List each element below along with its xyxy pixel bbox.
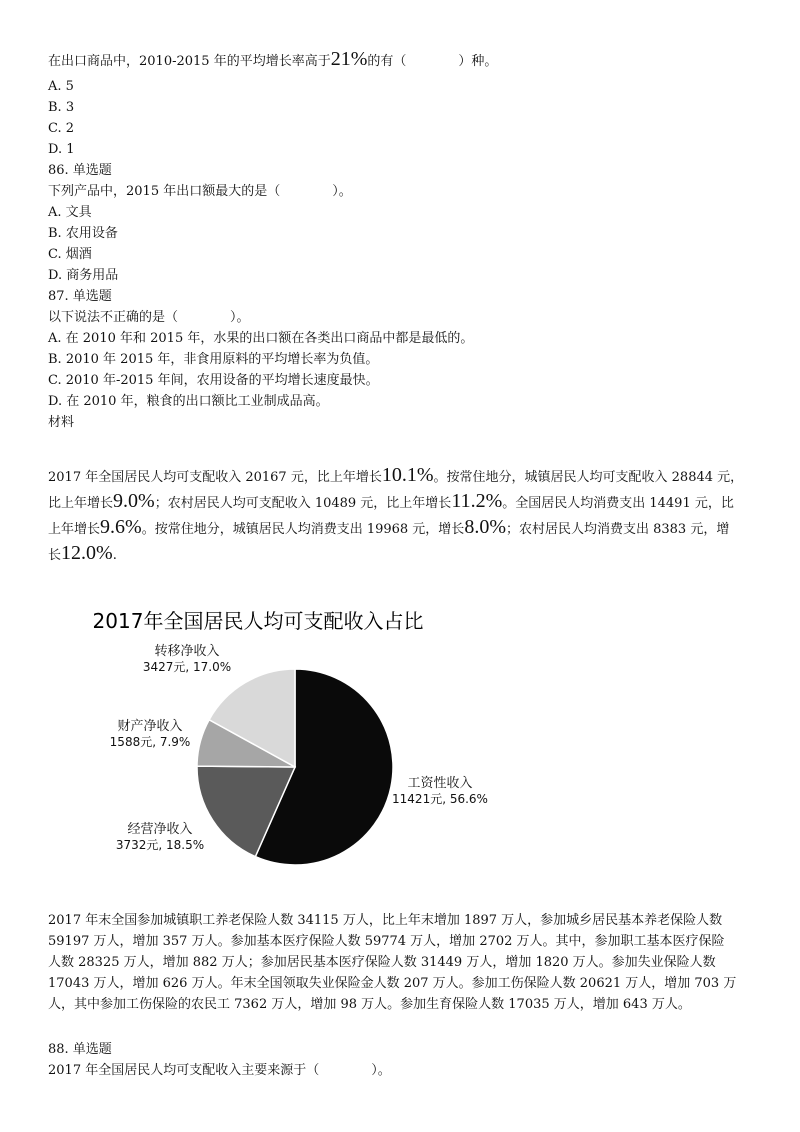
rate-value: 12.0% [61,542,113,564]
q88-stem: 2017 年全国居民人均可支配收入主要来源于（ ）。 [48,1063,391,1078]
text-run: 比上年增长 [48,496,114,511]
paragraph-line: 17043 万人，增加 626 万人。年末全国领取失业保险金人数 207 万人。参加工伤保险人数 20621 万人，增加 703 万 [48,976,737,991]
q87-option-d[interactable]: D. 在 2010 年，粮食的出口额比工业制成品高。 [48,394,329,409]
q86-option-a[interactable]: A. 文具 [48,205,92,220]
text-run: . [112,548,117,563]
q86-stem: 下列产品中，2015 年出口额最大的是（ ）。 [48,184,352,199]
slice-name-label: 财产净收入 [117,719,183,734]
q87-option-b[interactable]: B. 2010 年 2015 年，非食用原料的平均增长率为负值。 [48,352,379,367]
rate-value: 11.2% [451,490,503,512]
slice-value-label: 3732元, 18.5% [115,838,205,852]
q85-stem-tail: 的有（ ）种。 [367,54,498,69]
material-line-3 [48,516,729,541]
material-line-4 [48,542,117,567]
material-line-2 [48,490,734,515]
q86-header: 86. 单选题 [48,163,112,178]
rate-value: 9.0% [113,490,155,512]
text-run: ；农村居民人均消费支出 8383 元，增 [505,522,730,537]
paragraph-line: 人数 28325 万人，增加 882 万人；参加居民基本医疗保险人数 31449 万人，增加 1820 万人。参加失业保险人数 [48,955,716,970]
q85-stem [48,50,497,71]
q85-stem-text: 在出口商品中，2010-2015 年的平均增长率高于 [48,54,331,69]
q87-option-a[interactable]: A. 在 2010 年和 2015 年，水果的出口额在各类出口商品中都是最低的。 [48,331,474,346]
q85-option-b[interactable]: B. 3 [48,100,75,115]
slice-value-label: 1588元, 7.9% [109,735,191,749]
slice-name-label: 经营净收入 [127,822,193,837]
q86-option-b[interactable]: B. 农用设备 [48,226,118,241]
slice-name-label: 转移净收入 [154,644,220,659]
q85-rate: 21% [330,48,368,70]
slice-name-label: 工资性收入 [407,776,473,791]
q85-option-a[interactable]: A. 5 [48,79,74,94]
slice-value-label: 11421元, 56.6% [392,792,488,806]
income-pie-chart [60,600,520,880]
paragraph-line: 人，其中参加工伤保险的农民工 7362 万人，增加 98 万人。参加生育保险人数 17035 万人，增加 643 万人。 [48,997,691,1012]
material-line-1 [48,464,743,489]
text-run: 2017 年全国居民人均可支配收入 20167 元，比上年增长 [48,470,382,485]
rate-value: 10.1% [381,464,434,486]
text-run: 上年增长 [48,522,101,537]
pie-chart-svg [60,600,520,880]
rate-value: 9.6% [100,516,142,538]
q87-header: 87. 单选题 [48,289,112,304]
paragraph-line: 59197 万人，增加 357 万人。参加基本医疗保险人数 59774 万人，增加 2702 万人。其中，参加职工基本医疗保险 [48,934,725,949]
q85-option-c[interactable]: C. 2 [48,121,75,136]
material-label: 材料 [48,415,75,430]
text-run: 。按常住地分，城镇居民人均消费支出 19968 元，增长 [141,522,465,537]
slice-value-label: 3427元, 17.0% [142,660,232,674]
rate-value: 8.0% [464,516,506,538]
q86-option-c[interactable]: C. 烟酒 [48,247,92,262]
q87-stem: 以下说法不正确的是（ ）。 [48,310,250,325]
text-run: 长 [48,548,62,563]
q88-header: 88. 单选题 [48,1042,112,1057]
q85-option-d[interactable]: D. 1 [48,142,75,157]
q87-option-c[interactable]: C. 2010 年-2015 年间，农用设备的平均增长速度最快。 [48,373,379,388]
paragraph-line: 2017 年末全国参加城镇职工养老保险人数 34115 万人，比上年末增加 1897 万人，参加城乡居民基本养老保险人数 [48,913,723,928]
chart-title: 2017年全国居民人均可支配收入占比 [92,609,424,633]
text-run: ；农村居民人均可支配收入 10489 元，比上年增长 [154,496,452,511]
text-run: 。全国居民人均消费支出 14491 元，比 [502,496,734,511]
q86-option-d[interactable]: D. 商务用品 [48,268,119,283]
text-run: 。按常住地分，城镇居民人均可支配收入 28844 元， [433,470,744,485]
